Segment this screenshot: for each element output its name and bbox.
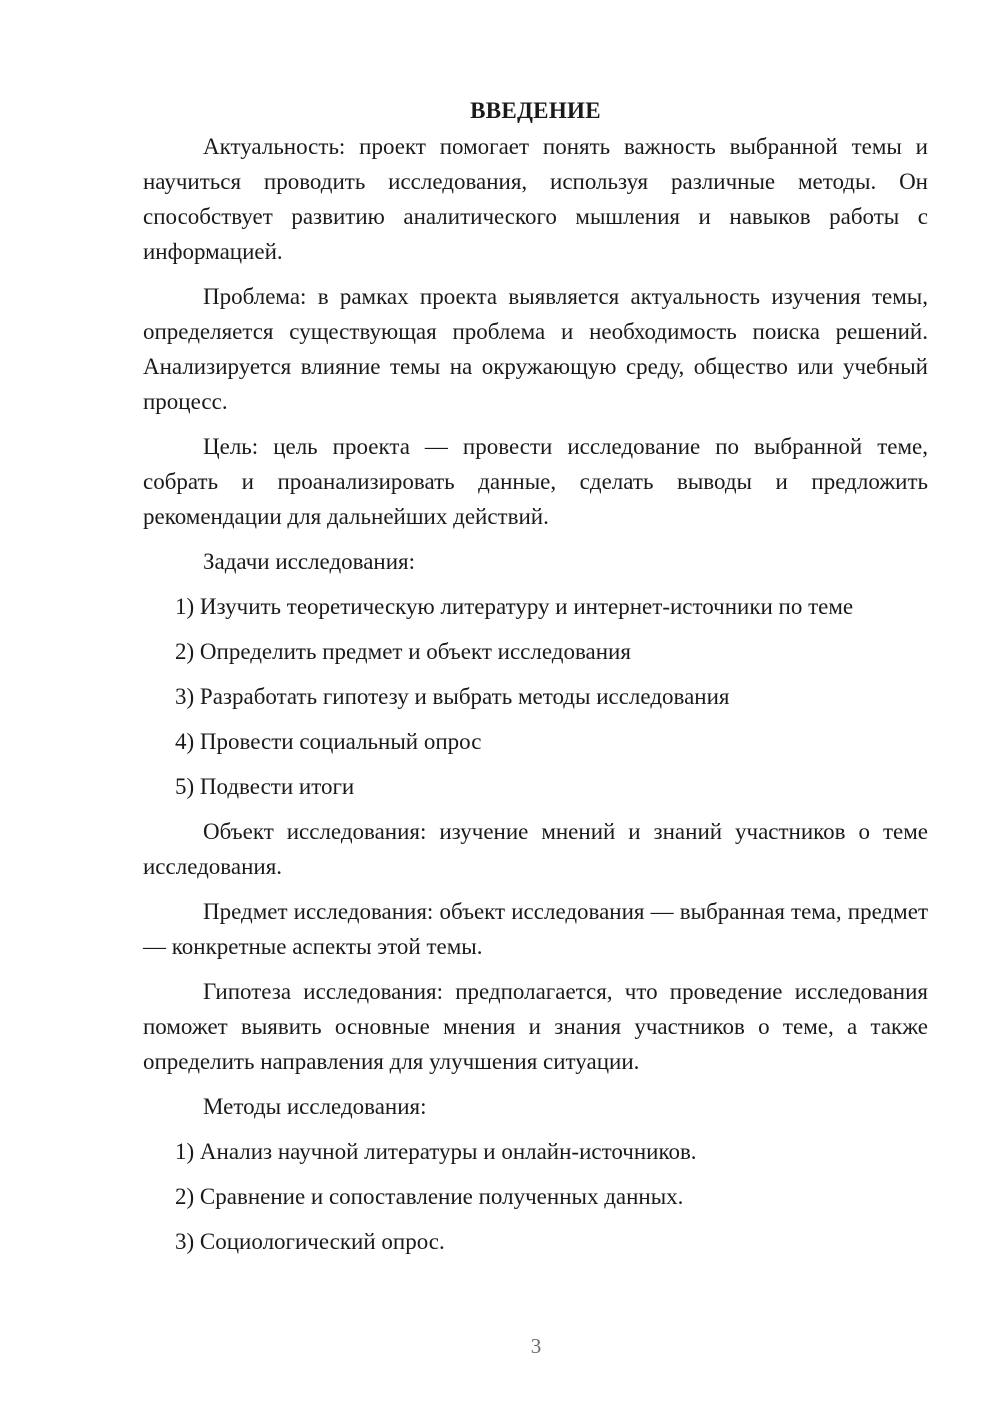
hypothesis-paragraph: Гипотеза исследования: предполагается, что проведение исследования поможет выявить основные мнения и знания участников о теме, а также определить направления для улучшения ситуации. — [143, 979, 928, 1074]
methods-heading: Методы исследования: — [203, 1094, 427, 1119]
list-item: 2) Сравнение и сопоставление полученных данных. — [175, 1184, 684, 1209]
list-item: 4) Провести социальный опрос — [175, 729, 482, 754]
list-item: 2) Определить предмет и объект исследования — [175, 639, 631, 664]
relevance-paragraph: Актуальность: проект помогает понять важность выбранной темы и научиться проводить исследования, используя различные методы. Он способствует развитию аналитического мышления и навыков работы с информацией. — [143, 134, 928, 264]
document-body — [143, 93, 928, 1269]
goal-paragraph: Цель: цель проекта — провести исследование по выбранной теме, собрать и проанализировать данные, сделать выводы и предложить рекомендации для дальнейших действий. — [143, 434, 928, 529]
tasks-list — [143, 589, 928, 804]
list-item: 1) Изучить теоретическую литературу и интернет-источники по теме — [175, 594, 854, 619]
list-item: 3) Социологический опрос. — [175, 1229, 445, 1254]
subject-paragraph: Предмет исследования: объект исследования — выбранная тема, предмет — конкретные аспекты этой темы. — [143, 899, 928, 959]
list-item: 5) Подвести итоги — [175, 774, 355, 799]
page-title: ВВЕДЕНИЕ — [470, 98, 601, 123]
problem-paragraph: Проблема: в рамках проекта выявляется актуальность изучения темы, определяется существующая проблема и необходимость поиска решений. Анализируется влияние темы на окружающую среду, общество или учебный процесс. — [143, 284, 928, 414]
object-paragraph: Объект исследования: изучение мнений и знаний участников о теме исследования. — [143, 819, 928, 879]
tasks-heading: Задачи исследования: — [203, 549, 416, 574]
page-number: 3 — [530, 1334, 542, 1358]
methods-list — [143, 1134, 928, 1259]
list-item: 1) Анализ научной литературы и онлайн-источников. — [175, 1139, 697, 1164]
list-item: 3) Разработать гипотезу и выбрать методы исследования — [175, 684, 730, 709]
